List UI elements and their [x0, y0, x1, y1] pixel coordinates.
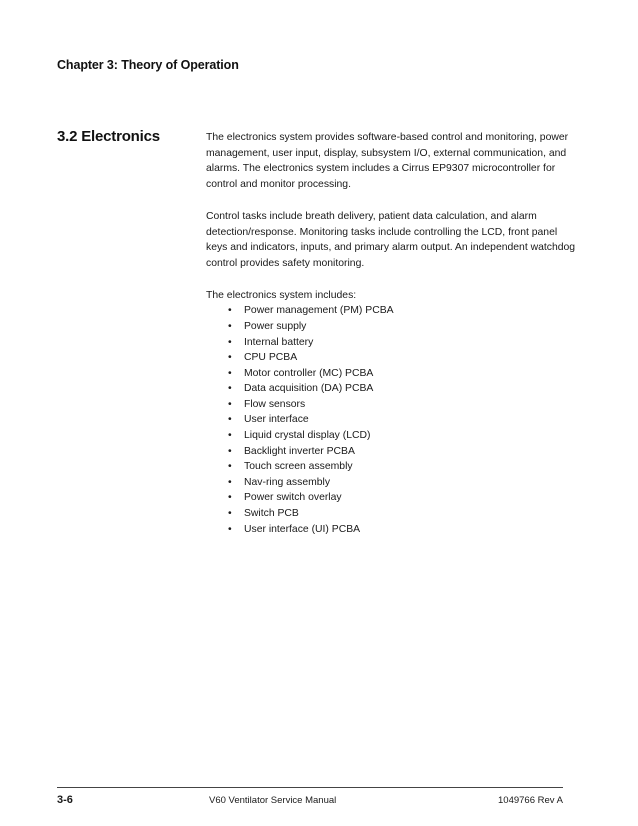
footer-divider [57, 787, 563, 788]
chapter-header: Chapter 3: Theory of Operation [57, 58, 239, 72]
section-body [206, 130, 576, 537]
document-number: 1049766 Rev A [498, 795, 563, 806]
list-item-text: Liquid crystal display (LCD) [244, 430, 371, 442]
list-item [206, 444, 576, 460]
list-item [206, 319, 576, 335]
list-item-text: Flow sensors [244, 398, 306, 410]
bullet-icon: • [228, 352, 232, 364]
paragraph-control-tasks: Control tasks include breath delivery, patient data calculation, and alarm detection/response. Monitoring tasks include controlling the LCD, front panel keys and indicators, inputs, and primary alarm output. An independent watchdog control provides safety monitoring. [206, 210, 576, 269]
list-item [206, 522, 576, 538]
bullet-icon: • [228, 383, 232, 395]
list-item [206, 335, 576, 351]
bullet-icon: • [228, 492, 232, 504]
list-item [206, 366, 576, 382]
bullet-icon: • [228, 430, 232, 442]
section-title: 3.2 Electronics [57, 128, 160, 145]
list-item-text: Touch screen assembly [244, 461, 353, 473]
bullet-icon: • [228, 508, 232, 520]
list-item [206, 412, 576, 428]
list-item-text: Internal battery [244, 336, 314, 348]
list-item [206, 428, 576, 444]
list-item [206, 350, 576, 366]
bullet-icon: • [228, 305, 232, 317]
list-item-text: Power supply [244, 320, 307, 332]
list-item-text: User interface [244, 414, 309, 426]
list-item-text: Data acquisition (DA) PCBA [244, 383, 374, 395]
list-item [206, 397, 576, 413]
list-item-text: Nav-ring assembly [244, 476, 331, 488]
paragraph-intro: The electronics system provides software-based control and monitoring, power management, user input, display, subsystem I/O, external communication, and alarms. The electronics system includes a Cirrus EP9307 microcontroller for control and monitor processing. [206, 132, 569, 191]
list-item-text: Power management (PM) PCBA [244, 305, 394, 317]
page-number: 3-6 [57, 794, 73, 806]
bullet-icon: • [228, 523, 232, 535]
list-item [206, 506, 576, 522]
bullet-icon: • [228, 476, 232, 488]
list-item [206, 381, 576, 397]
bullet-icon: • [228, 461, 232, 473]
list-intro: The electronics system includes: [206, 289, 357, 301]
list-item-text: Motor controller (MC) PCBA [244, 367, 374, 379]
list-item [206, 303, 576, 319]
list-item-text: Switch PCB [244, 508, 299, 520]
manual-title: V60 Ventilator Service Manual [209, 795, 337, 806]
list-item [206, 490, 576, 506]
list-item-text: User interface (UI) PCBA [244, 523, 361, 535]
bullet-icon: • [228, 398, 232, 410]
bullet-icon: • [228, 320, 232, 332]
list-item-text: CPU PCBA [244, 352, 298, 364]
list-item-text: Backlight inverter PCBA [244, 445, 355, 457]
component-list [206, 303, 576, 537]
bullet-icon: • [228, 336, 232, 348]
list-item-text: Power switch overlay [244, 492, 342, 504]
bullet-icon: • [228, 414, 232, 426]
bullet-icon: • [228, 445, 232, 457]
list-item [206, 475, 576, 491]
list-item [206, 459, 576, 475]
bullet-icon: • [228, 367, 232, 379]
